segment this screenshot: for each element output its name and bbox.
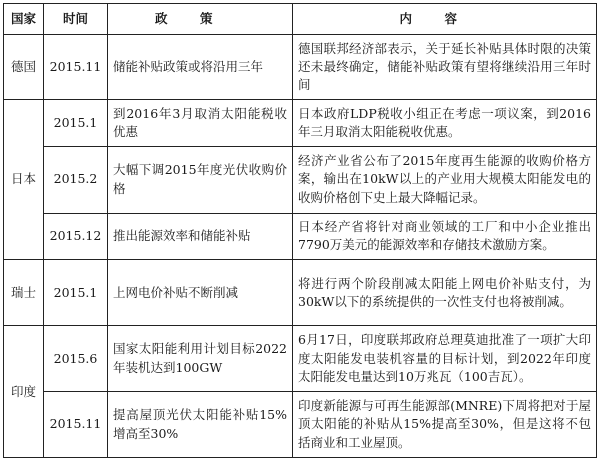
date-cell: 2015.6 <box>44 326 108 392</box>
content-cell: 经济产业省公布了2015年度再生能源的收购价格方案，输出在10kW以上的产业用大规模太阳能发电的收购价格创下史上最大降幅记录。 <box>293 146 597 213</box>
table-row <box>4 326 597 392</box>
header-country: 国家 <box>4 4 44 35</box>
date-cell: 2015.1 <box>44 260 108 326</box>
policy-cell: 上网电价补贴不断削减 <box>108 260 293 326</box>
country-cell: 瑞士 <box>4 260 44 326</box>
country-cell: 印度 <box>4 326 44 458</box>
table-row <box>4 392 597 458</box>
date-cell: 2015.11 <box>44 392 108 458</box>
policy-cell: 推出能源效率和储能补贴 <box>108 213 293 260</box>
content-cell: 6月17日，印度联邦政府总理莫迪批准了一项扩大印度太阳能发电装机容量的目标计划，到2022年印度太阳能发电量达到10万兆瓦（100吉瓦）。 <box>293 326 597 392</box>
header-policy: 政策 <box>108 4 293 35</box>
policy-cell: 大幅下调2015年度光伏收购价格 <box>108 146 293 213</box>
content-cell: 印度新能源与可再生能源部(MNRE)下周将把对于屋顶太阳能的补贴从15%提高至30%，但是这将不包括商业和工业屋顶。 <box>293 392 597 458</box>
policy-cell: 国家太阳能利用计划目标2022年装机达到100GW <box>108 326 293 392</box>
header-content: 内容 <box>293 4 597 35</box>
date-cell: 2015.1 <box>44 99 108 146</box>
header-time: 时间 <box>44 4 108 35</box>
content-cell: 日本经产省将针对商业领域的工厂和中小企业推出7790万美元的能源效率和存储技术激励方案。 <box>293 213 597 260</box>
header-row <box>4 4 597 35</box>
policy-cell: 提高屋顶光伏太阳能补贴15%增高至30% <box>108 392 293 458</box>
content-cell: 将进行两个阶段削减太阳能上网电价补贴支付，为30kW以下的系统提供的一次性支付也将被削减。 <box>293 260 597 326</box>
country-cell: 日本 <box>4 99 44 259</box>
country-cell: 德国 <box>4 35 44 100</box>
date-cell: 2015.12 <box>44 213 108 260</box>
table-row <box>4 260 597 326</box>
date-cell: 2015.2 <box>44 146 108 213</box>
table-row <box>4 99 597 146</box>
content-cell: 日本政府LDP税收小组正在考虑一项议案，到2016年三月取消太阳能税收优惠。 <box>293 99 597 146</box>
content-cell: 德国联邦经济部表示，关于延长补贴具体时限的决策还未最终确定，储能补贴政策有望将继续沿用三年时间 <box>293 35 597 100</box>
policy-cell: 到2016年3月取消太阳能税收优惠 <box>108 99 293 146</box>
table-row <box>4 35 597 100</box>
date-cell: 2015.11 <box>44 35 108 100</box>
solar-policy-table <box>3 3 597 458</box>
table-row <box>4 146 597 213</box>
table-row <box>4 213 597 260</box>
policy-cell: 储能补贴政策或将沿用三年 <box>108 35 293 100</box>
